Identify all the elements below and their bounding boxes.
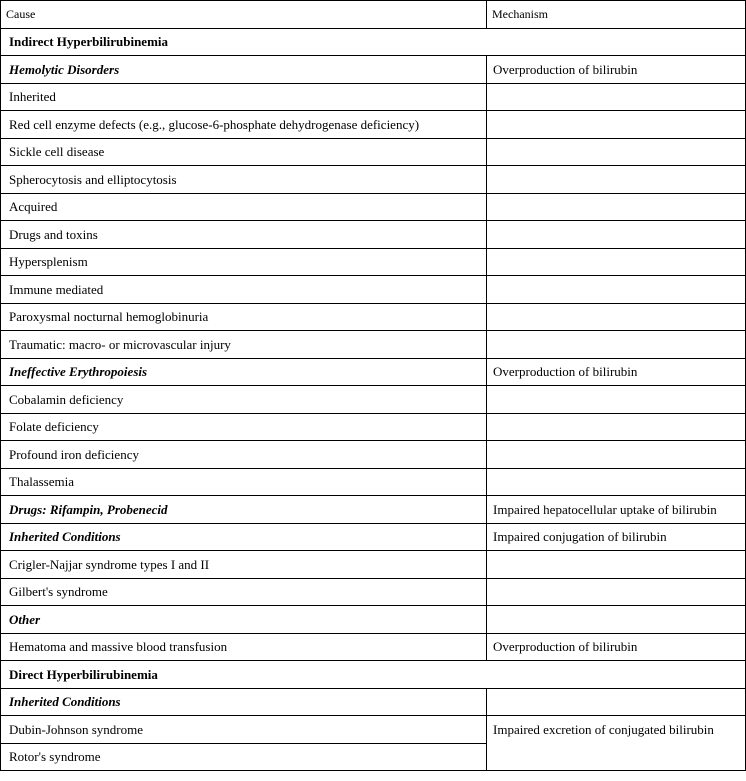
- mechanism-cell: [487, 331, 746, 359]
- cause-cell: Spherocytosis and elliptocytosis: [1, 166, 487, 194]
- table-row: [1, 386, 746, 414]
- header-mechanism: Mechanism: [487, 1, 746, 29]
- mechanism-cell: [487, 468, 746, 496]
- table-row: [1, 331, 746, 359]
- cause-cell: Inherited Conditions: [1, 523, 487, 551]
- table-row: [1, 193, 746, 221]
- cause-cell: Ineffective Erythropoiesis: [1, 358, 487, 386]
- cause-cell: Folate deficiency: [1, 413, 487, 441]
- cause-cell: Hypersplenism: [1, 248, 487, 276]
- table-row: [1, 248, 746, 276]
- table-row: [1, 276, 746, 304]
- cause-cell: Direct Hyperbilirubinemia: [1, 661, 746, 689]
- subsection-row: [1, 606, 746, 634]
- table-row: [1, 166, 746, 194]
- cause-cell: Rotor's syndrome: [1, 743, 487, 771]
- mechanism-cell: Overproduction of bilirubin: [487, 633, 746, 661]
- mechanism-cell: [487, 276, 746, 304]
- table-body: [1, 1, 746, 771]
- subsection-row: [1, 358, 746, 386]
- mechanism-cell: Overproduction of bilirubin: [487, 358, 746, 386]
- cause-cell: Inherited: [1, 83, 487, 111]
- cause-cell: Paroxysmal nocturnal hemoglobinuria: [1, 303, 487, 331]
- mechanism-cell: [487, 386, 746, 414]
- subsection-row: [1, 496, 746, 524]
- mechanism-cell: [487, 413, 746, 441]
- section-row: [1, 661, 746, 689]
- table-row: [1, 716, 746, 744]
- cause-cell: Indirect Hyperbilirubinemia: [1, 28, 746, 56]
- cause-cell: Acquired: [1, 193, 487, 221]
- mechanism-cell: [487, 111, 746, 139]
- cause-cell: Red cell enzyme defects (e.g., glucose-6-phosphate dehydrogenase deficiency): [1, 111, 487, 139]
- table-row: [1, 578, 746, 606]
- mechanism-cell: [487, 441, 746, 469]
- cause-cell: Drugs: Rifampin, Probenecid: [1, 496, 487, 524]
- cause-cell: Crigler-Najjar syndrome types I and II: [1, 551, 487, 579]
- table-row: [1, 413, 746, 441]
- table-row: [1, 111, 746, 139]
- subsection-row: [1, 523, 746, 551]
- cause-cell: Drugs and toxins: [1, 221, 487, 249]
- cause-cell: Traumatic: macro- or microvascular injury: [1, 331, 487, 359]
- mechanism-cell: [487, 221, 746, 249]
- cause-cell: Immune mediated: [1, 276, 487, 304]
- table-header-row: [1, 1, 746, 29]
- mechanism-cell: Impaired hepatocellular uptake of bilirubin: [487, 496, 746, 524]
- mechanism-cell: [487, 166, 746, 194]
- cause-cell: Sickle cell disease: [1, 138, 487, 166]
- mechanism-cell: [487, 551, 746, 579]
- table-row: [1, 83, 746, 111]
- mechanism-cell: Impaired excretion of conjugated bilirubin: [487, 716, 746, 771]
- cause-cell: Profound iron deficiency: [1, 441, 487, 469]
- table-row: [1, 468, 746, 496]
- cause-cell: Cobalamin deficiency: [1, 386, 487, 414]
- mechanism-cell: [487, 688, 746, 716]
- mechanism-cell: [487, 248, 746, 276]
- mechanism-cell: [487, 578, 746, 606]
- table-row: [1, 303, 746, 331]
- cause-cell: Gilbert's syndrome: [1, 578, 487, 606]
- table-row: [1, 551, 746, 579]
- mechanism-cell: [487, 303, 746, 331]
- table-row: [1, 633, 746, 661]
- mechanism-cell: [487, 138, 746, 166]
- mechanism-cell: [487, 193, 746, 221]
- subsection-row: [1, 56, 746, 84]
- mechanism-cell: Impaired conjugation of bilirubin: [487, 523, 746, 551]
- header-cause: Cause: [1, 1, 487, 29]
- table-row: [1, 138, 746, 166]
- section-row: [1, 28, 746, 56]
- cause-cell: Hematoma and massive blood transfusion: [1, 633, 487, 661]
- subsection-row: [1, 688, 746, 716]
- table-row: [1, 221, 746, 249]
- mechanism-cell: Overproduction of bilirubin: [487, 56, 746, 84]
- table-row: [1, 441, 746, 469]
- mechanism-cell: [487, 606, 746, 634]
- cause-cell: Hemolytic Disorders: [1, 56, 487, 84]
- cause-cell: Dubin-Johnson syndrome: [1, 716, 487, 744]
- cause-cell: Inherited Conditions: [1, 688, 487, 716]
- cause-cell: Other: [1, 606, 487, 634]
- mechanism-cell: [487, 83, 746, 111]
- cause-cell: Thalassemia: [1, 468, 487, 496]
